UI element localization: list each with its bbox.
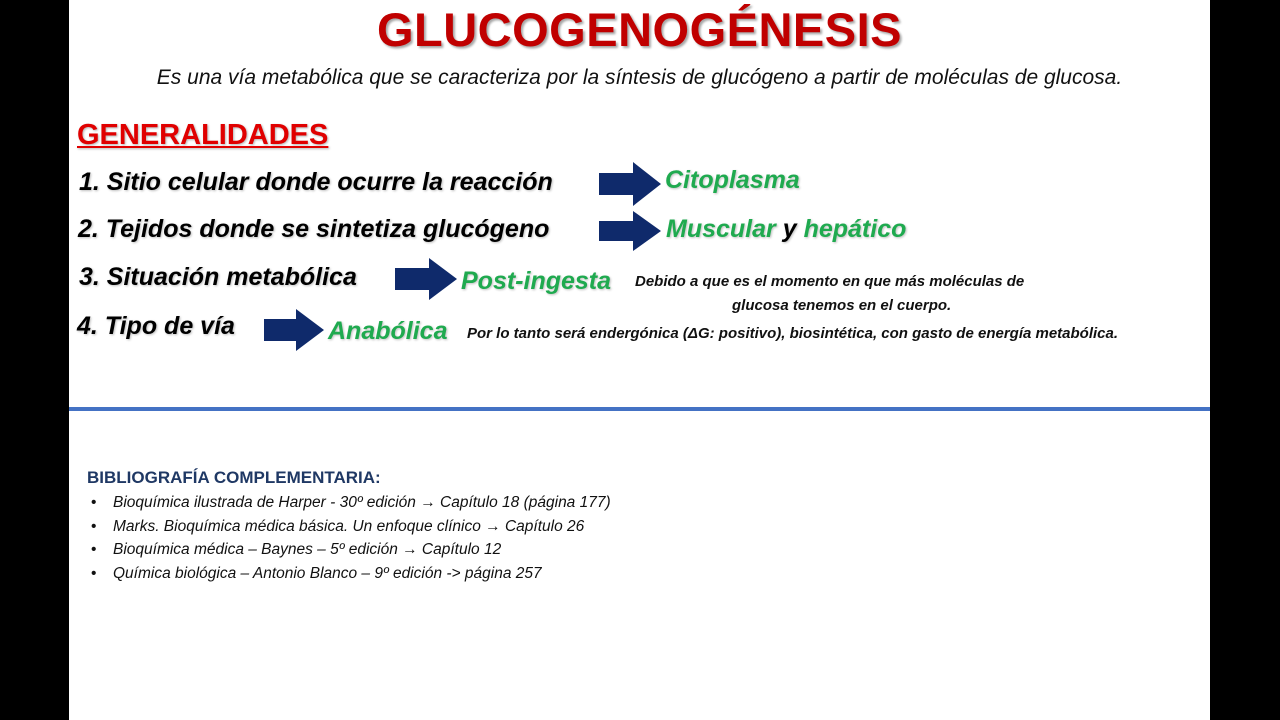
- item-1-answer: Citoplasma: [665, 166, 800, 194]
- arrow-right-icon: [264, 309, 324, 351]
- reference-text: Bioquímica ilustrada de Harper - 30º edición → Capítulo 18 (página 177): [113, 494, 611, 511]
- arrow-right-icon: [395, 258, 457, 300]
- list-item: [87, 541, 611, 565]
- page-title: GLUCOGENOGÉNESIS: [376, 3, 903, 56]
- item-2-answer-hepatico: hepático: [803, 215, 907, 243]
- list-item: [87, 494, 611, 518]
- item-4-answer: Anabólica: [328, 317, 448, 345]
- slide: [69, 0, 1210, 720]
- item-3-note-line2: glucosa tenemos en el cuerpo.: [732, 297, 952, 314]
- item-2-label: 2. Tejidos donde se sintetiza glucógeno: [78, 215, 550, 243]
- item-4-label: 4. Tipo de vía: [77, 312, 235, 340]
- item-2-answer-muscular: Muscular: [666, 215, 776, 243]
- item-3-answer: Post-ingesta: [461, 267, 612, 295]
- item-3-note-line1: Debido a que es el momento en que más moléculas de: [635, 273, 1025, 290]
- arrow-right-icon: [599, 211, 661, 251]
- arrow-right-icon: [599, 162, 661, 206]
- generalidades-heading: GENERALIDADES: [77, 119, 329, 151]
- bullet-icon: •: [91, 517, 97, 535]
- list-item: [87, 518, 611, 542]
- item-2-answer: [666, 215, 906, 244]
- bullet-icon: •: [91, 494, 97, 511]
- bullet-icon: •: [91, 541, 97, 558]
- definition-text: Es una vía metabólica que se caracteriza por la síntesis de glucógeno a partir de moléculas de glucosa.: [156, 66, 1123, 89]
- item-4-note: Por lo tanto será endergónica (ΔG: positivo), biosintética, con gasto de energía metabólica.: [467, 325, 1119, 342]
- reference-text: Bioquímica médica – Baynes – 5º edición → Capítulo 12: [113, 541, 502, 558]
- section-divider: [69, 407, 1210, 411]
- reference-text: Marks. Bioquímica médica básica. Un enfoque clínico → Capítulo 26: [113, 517, 585, 535]
- bibliografia-heading: BIBLIOGRAFÍA COMPLEMENTARIA:: [87, 468, 381, 487]
- bullet-icon: •: [91, 564, 97, 582]
- item-3-label: 3. Situación metabólica: [79, 263, 357, 291]
- bibliografia-list: [87, 494, 611, 588]
- reference-text: Química biológica – Antonio Blanco – 9º edición -> página 257: [113, 564, 542, 582]
- item-2-joiner: y: [782, 215, 797, 243]
- list-item: [87, 565, 611, 589]
- item-1-label: 1. Sitio celular donde ocurre la reacción: [79, 168, 553, 196]
